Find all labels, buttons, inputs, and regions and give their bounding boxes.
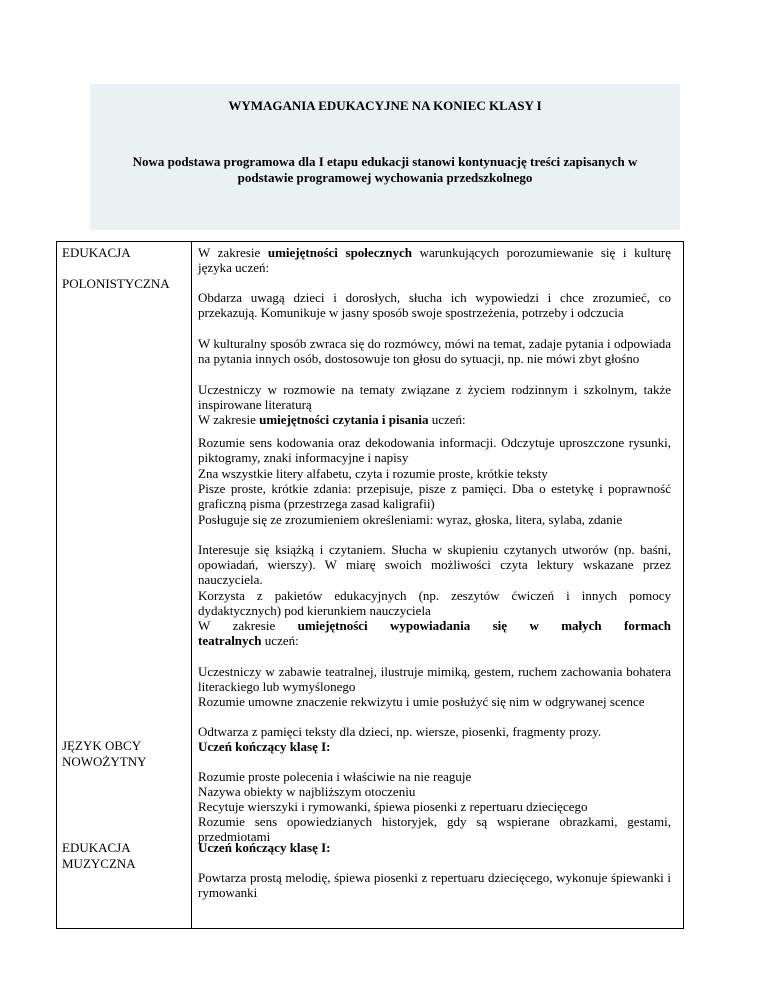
paragraph-reading-interest: Interesuje się książką i czytaniem. Słucha w skupieniu czytanych utworów (np. baśni, opowiadań, wierszy). W miarę swoich możliwości czyta lektury wskazane przez nauczyciela. bbox=[198, 542, 671, 588]
paragraph-commands: Rozumie proste polecenia i właściwie na nie reaguje bbox=[198, 769, 472, 784]
document-title: WYMAGANIA EDUKACYJNE NA KONIEC KLASY I bbox=[228, 98, 542, 113]
paragraph-theatre-skills: W zakresie umiejętności wypowiadania się w małych formach teatralnych uczeń: bbox=[198, 618, 671, 649]
paragraph-polite-speech: W kulturalny sposób zwraca się do rozmówcy, mówi na temat, zadaje pytania i odpowiada na pytania innych osób, dostosowuje ton głosu do sytuacji, np. nie mówi zbyt głośno bbox=[198, 336, 671, 367]
paragraph-decoding: Rozumie sens kodowania oraz dekodowania informacji. Odczytuje uproszczone rysunki, piktogramy, znaki informacyjne i napisy bbox=[198, 435, 671, 466]
requirements-table bbox=[56, 241, 684, 929]
paragraph-theatre-play: Uczestniczy w zabawie teatralnej, ilustruje mimiką, gestem, ruchem zachowania bohatera literackiego lub wymyślonego bbox=[198, 664, 671, 695]
paragraph-terms: Posługuje się ze zrozumieniem określeniami: wyraz, głoska, litera, sylaba, zdanie bbox=[198, 512, 623, 527]
heading-jezyk: Uczeń kończący klasę I: bbox=[198, 739, 331, 754]
document-subtitle: Nowa podstawa programowa dla I etapu edukacji stanowi kontynuację treści zapisanych w podstawie programowej wychowania przedszkolnego bbox=[132, 154, 638, 185]
paragraph-alphabet: Zna wszystkie litery alfabetu, czyta i rozumie proste, krótkie teksty bbox=[198, 466, 548, 481]
paragraph-rhymes: Recytuje wierszyki i rymowanki, śpiewa piosenki z repertuaru dziecięcego bbox=[198, 799, 588, 814]
label-edukacja-muzyczna-1: EDUKACJA bbox=[62, 840, 131, 855]
paragraph-educational-packs: Korzysta z pakietów edukacyjnych (np. zeszytów ćwiczeń i innych pomocy dydaktycznych) pod kierunkiem nauczyciela bbox=[198, 588, 671, 619]
title-box bbox=[90, 84, 680, 230]
label-nowozytny: NOWOŻYTNY bbox=[62, 754, 147, 769]
paragraph-stories: Rozumie sens opowiedzianych historyjek, gdy są wspierane obrazkami, gestami, przedmiotami bbox=[198, 814, 671, 845]
paragraph-social-skills: W zakresie umiejętności społecznych warunkujących porozumiewanie się i kulturę języka uczeń: bbox=[198, 245, 671, 276]
paragraph-attention: Obdarza uwagą dzieci i dorosłych, słucha ich wypowiedzi i chce zrozumieć, co przekazują. Komunikuje w jasny sposób swoje spostrzeżenia, potrzeby i odczucia bbox=[198, 290, 671, 321]
paragraph-melody: Powtarza prostą melodię, śpiewa piosenki z repertuaru dziecięcego, wykonuje śpiewanki i rymowanki bbox=[198, 870, 671, 901]
paragraph-conversation: Uczestniczy w rozmowie na tematy związane z życiem rodzinnym i szkolnym, także inspirowane literaturą bbox=[198, 382, 671, 413]
column-divider bbox=[191, 242, 192, 928]
label-polonistyczna: POLONISTYCZNA bbox=[62, 276, 170, 291]
paragraph-reading-writing: W zakresie umiejętności czytania i pisania uczeń: bbox=[198, 412, 466, 427]
label-edukacja-muzyczna-2: MUZYCZNA bbox=[62, 856, 136, 871]
paragraph-props: Rozumie umowne znaczenie rekwizytu i umie posłużyć się nim w odgrywanej scence bbox=[198, 694, 645, 709]
label-jezyk-obcy: JĘZYK OBCY bbox=[62, 738, 142, 753]
heading-muzyczna: Uczeń kończący klasę I: bbox=[198, 840, 331, 855]
paragraph-objects: Nazywa obiekty w najbliższym otoczeniu bbox=[198, 784, 416, 799]
label-edukacja: EDUKACJA bbox=[62, 245, 131, 260]
paragraph-writing: Pisze proste, krótkie zdania: przepisuje, pisze z pamięci. Dba o estetykę i poprawność graficzną pisma (przestrzega zasad kaligrafii) bbox=[198, 481, 671, 512]
paragraph-recite: Odtwarza z pamięci teksty dla dzieci, np. wiersze, piosenki, fragmenty prozy. bbox=[198, 724, 602, 739]
